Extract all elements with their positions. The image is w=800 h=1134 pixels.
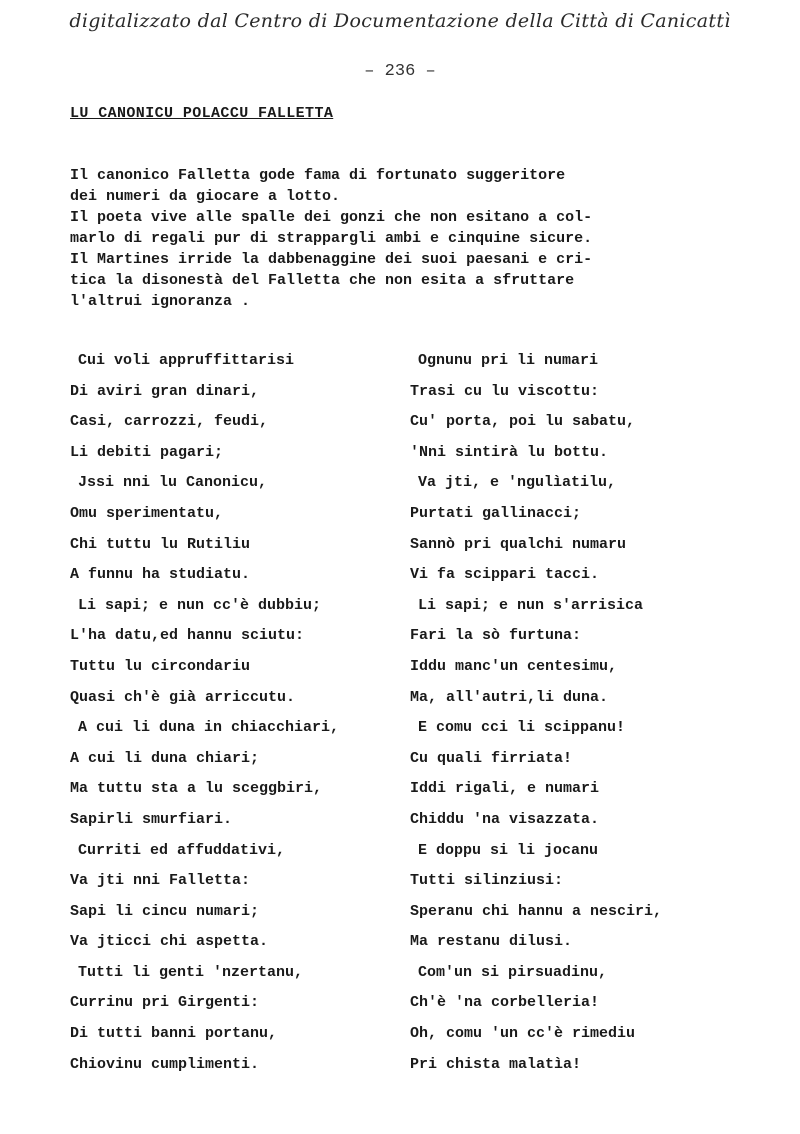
verse-line: Fari la sò furtuna: <box>410 627 582 645</box>
page-number: – 236 – <box>364 62 436 81</box>
verse-line: Tuttu lu circondariu <box>70 657 251 675</box>
verse-line: E doppu si li jocanu <box>418 841 599 859</box>
verse-line: Casi, carrozzi, feudi, <box>70 413 269 431</box>
verse-line: Ognunu pri li numari <box>418 352 599 369</box>
verse-line: A funnu ha studiatu. <box>70 566 251 584</box>
verse-line: Omu sperimentatu, <box>70 504 224 522</box>
intro-line: marlo di regali pur di strappargli ambi e cinquine sicure. <box>70 230 593 247</box>
digitization-watermark: digitalizzato dal Centro di Documentazione della Città di Canicattì <box>69 10 731 32</box>
verse-line: A cui li duna in chiacchiari, <box>78 719 340 737</box>
verse-line: Com'un si pirsuadinu, <box>418 963 608 981</box>
intro-line: dei numeri da giocare a lotto. <box>70 188 341 205</box>
verse-line: Li debiti pagari; <box>70 443 224 461</box>
verse-line: Curriti ed affuddativi, <box>78 841 286 859</box>
verse-line: Jssi nni lu Canonicu, <box>78 474 268 492</box>
verse-line: L'ha datu,ed hannu sciutu: <box>70 627 305 645</box>
verse-line: Cu quali firriata! <box>410 749 573 767</box>
verse-line: Iddi rigali, e numari <box>410 780 600 798</box>
verse-line: Tutti li genti 'nzertanu, <box>78 963 304 981</box>
verse-line: Iddu manc'un centesimu, <box>410 657 618 675</box>
verse-line: Li sapi; e nun s'arrisica <box>418 596 644 614</box>
intro-line: Il Martines irride la dabbenaggine dei suoi paesani e cri- <box>70 251 593 268</box>
verse-line: Di aviri gran dinari, <box>70 382 260 400</box>
verse-line: Currinu pri Girgenti: <box>70 994 260 1012</box>
verse-line: Chiddu 'na visazzata. <box>410 810 600 828</box>
verse-line: Cui voli appruffittarisi <box>78 352 295 369</box>
poem-right-column <box>410 349 662 1083</box>
verse-line: Speranu chi hannu a nesciri, <box>410 902 663 920</box>
verse-line: Ch'è 'na corbelleria! <box>410 994 600 1012</box>
verse-line: Oh, comu 'un cc'è rimediu <box>410 1025 636 1043</box>
verse-line: Sannò pri qualchi numaru <box>410 535 627 553</box>
verse-line: Pri chista malatìa! <box>410 1055 582 1073</box>
verse-line: Va jti nni Falletta: <box>70 872 251 890</box>
verse-line: Tutti silinziusi: <box>410 872 564 890</box>
verse-line: Quasi ch'è già arriccutu. <box>70 688 296 706</box>
verse-line: Ma restanu dilusi. <box>410 933 573 951</box>
verse-line: Trasi cu lu viscottu: <box>410 382 600 400</box>
verse-line: Chiovinu cumplimenti. <box>70 1055 260 1073</box>
poem-title: LU CANONICU POLACCU FALLETTA <box>70 105 334 122</box>
verse-line: Vi fa scippari tacci. <box>410 566 600 584</box>
intro-paragraph <box>70 165 730 312</box>
intro-line: Il poeta vive alle spalle dei gonzi che non esitano a col- <box>70 209 593 226</box>
verse-line: Li sapi; e nun cc'è dubbiu; <box>78 596 322 614</box>
verse-line: Sapirli smurfiari. <box>70 810 233 828</box>
poem-left-column <box>70 349 339 1083</box>
verse-line: Chi tuttu lu Rutiliu <box>70 535 251 553</box>
intro-line: tica la disonestà del Falletta che non esita a sfruttare <box>70 272 575 289</box>
verse-line: Va jticci chi aspetta. <box>70 933 269 951</box>
verse-line: Va jti, e 'ngulìatilu, <box>418 474 617 492</box>
intro-line: Il canonico Falletta gode fama di fortunato suggeritore <box>70 167 566 184</box>
verse-line: E comu cci li scippanu! <box>418 719 626 737</box>
verse-line: Ma, all'autri,li duna. <box>410 688 609 706</box>
verse-line: Purtati gallinacci; <box>410 504 582 522</box>
verse-line: 'Nni sintirà lu bottu. <box>410 443 609 461</box>
verse-line: Di tutti banni portanu, <box>70 1025 278 1043</box>
verse-line: A cui li duna chiari; <box>70 749 260 767</box>
intro-line: l'altrui ignoranza . <box>70 293 251 310</box>
verse-line: Cu' porta, poi lu sabatu, <box>410 413 636 431</box>
verse-line: Ma tuttu sta a lu sceggbiri, <box>70 780 323 798</box>
verse-line: Sapi li cincu numari; <box>70 902 260 920</box>
